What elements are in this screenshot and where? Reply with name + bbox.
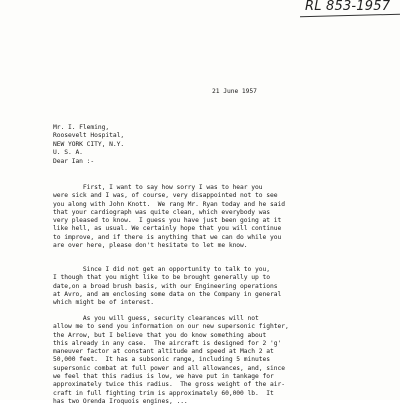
letter-line: First, I want to say how sorry I was to hear you [53, 184, 263, 191]
letter-line: you along with John Knott. We rang Mr. Ryan today and he said [53, 200, 285, 208]
letter-line: has two Orenda Iroquois engines, ... [53, 397, 188, 405]
recipient-name: Mr. I. Fleming, [53, 124, 110, 131]
letter-line: to improve, and if there is anything that we can do while you [53, 233, 282, 241]
letter-line: allow me to send you information on our new supersonic fighter, [53, 323, 289, 331]
recipient-country: U. S. A. [53, 149, 83, 157]
letter-line: craft in full fighting trim is approximately 60,000 lb. It [53, 389, 274, 397]
reference-underline [300, 14, 400, 18]
letter-line: approximately twice this radius. The gross weight of the air- [53, 381, 285, 389]
paragraph-1 [53, 184, 285, 250]
letter-line: at Avro, and am enclosing some data on the Company in general [53, 290, 282, 298]
archive-reference: RL 853-1957 [305, 0, 391, 14]
paragraph-3 [53, 315, 289, 406]
letter-line: 50,000 feet. It has a subsonic range, including 5 minutes [53, 356, 270, 364]
recipient-org: Roosevelt Hospital, [53, 132, 125, 140]
letter-line: maneuver factor at constant altitude and speed at Mach 2 at [53, 348, 274, 356]
letter-line: we feel that this radius is low, we have put in tankage for [53, 373, 274, 381]
paragraph-2 [53, 266, 281, 307]
letter-date: 21 June 1957 [212, 88, 257, 95]
letter-line: are over here, please don't hesitate to let me know. [53, 242, 248, 250]
letter-line: this already in any case. The aircraft is designed for 2 'g' [53, 339, 282, 347]
letter-line: that your cardiograph was quite clean, which everybody was [53, 208, 270, 216]
letter-line: As you will guess, security clearances will not [53, 315, 259, 322]
letter-line: date,on a broad brush basis, with our Engineering operations [53, 282, 278, 290]
letter-line: like hell, as usual. We certainly hope that you will continue [53, 225, 282, 233]
letter-line: which might be of interest. [53, 299, 155, 307]
letter-line: the Arrow, but I believe that you do know something about [53, 331, 267, 339]
recipient-city: NEW YORK CITY, N.Y. [53, 140, 125, 148]
letter-line: supersonic combat at full power and all allowances, and, since [53, 364, 285, 372]
letter-line: were sick and I was, of course, very disappointed not to see [53, 192, 278, 200]
recipient-address [53, 124, 124, 158]
letter-line: very pleased to know. I guess you have just been going at it [53, 217, 282, 225]
salutation: Dear Ian :- [53, 158, 95, 165]
letter-line: I though that you might like to be brought generally up to [53, 274, 270, 282]
letter-line: Since I did not get an opportunity to talk to you, [53, 266, 270, 273]
